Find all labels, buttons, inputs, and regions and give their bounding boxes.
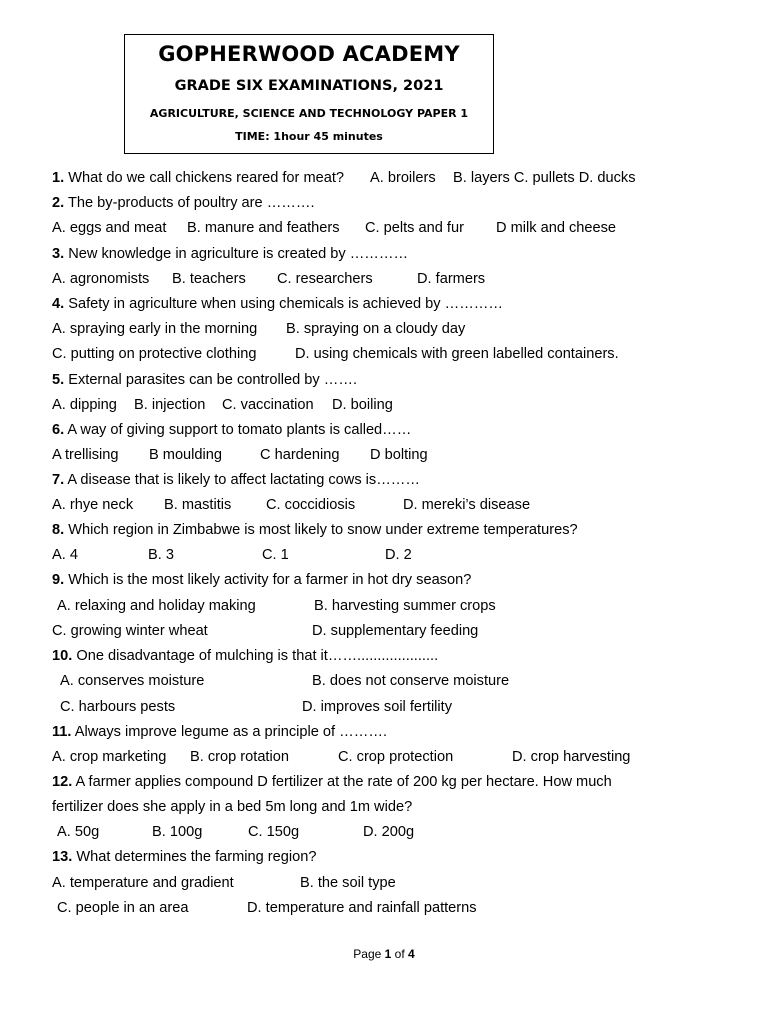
option: B. manure and feathers <box>187 220 340 236</box>
question-number: 4. <box>52 296 65 312</box>
options-row <box>52 445 732 465</box>
option: A. agronomists <box>52 271 150 287</box>
total-page-count: 4 <box>408 947 415 961</box>
question-text: New knowledge in agriculture is created by ………… <box>68 246 409 262</box>
page-word: Page <box>353 947 382 961</box>
question-number: 3. <box>52 246 65 262</box>
options-row <box>52 898 732 918</box>
options-row <box>52 747 732 767</box>
options-row <box>52 319 732 339</box>
option: B. 100g <box>152 824 203 840</box>
option: A. relaxing and holiday making <box>57 598 256 614</box>
option: B. teachers <box>172 271 246 287</box>
option: A. broilers <box>370 170 436 186</box>
options-row <box>52 395 732 415</box>
options-row <box>52 697 732 717</box>
question-text: External parasites can be controlled by ……. <box>68 372 358 388</box>
question-text: Which region in Zimbabwe is most likely to snow under extreme temperatures? <box>68 522 578 538</box>
question-text: One disadvantage of mulching is that it…….................... <box>76 648 439 664</box>
option: C. researchers <box>277 271 373 287</box>
school-name: GOPHERWOOD ACADEMY <box>158 42 460 66</box>
question-number: 10. <box>52 648 73 664</box>
option: D. farmers <box>417 271 486 287</box>
option: C. putting on protective clothing <box>52 346 257 362</box>
option: B moulding <box>149 447 223 463</box>
question-number: 9. <box>52 572 65 588</box>
question-text: A farmer applies compound D fertilizer at the rate of 200 kg per hectare. How much <box>75 774 612 790</box>
question-11 <box>52 722 387 742</box>
question-text: Safety in agriculture when using chemicals is achieved by ………… <box>68 296 503 312</box>
question-text-continued: fertilizer does she apply in a bed 5m long and 1m wide? <box>52 799 413 815</box>
option: B. injection <box>134 397 206 413</box>
option: A. 50g <box>57 824 100 840</box>
option: C. 1 <box>262 547 289 563</box>
options-row <box>52 873 732 893</box>
options-row <box>52 671 732 691</box>
question-text: A disease that is likely to affect lactating cows is……… <box>67 472 420 488</box>
option: A trellising <box>52 447 119 463</box>
question-12-continued <box>52 797 412 817</box>
exam-header-box <box>124 34 494 154</box>
option: B. harvesting summer crops <box>314 598 496 614</box>
option: C. growing winter wheat <box>52 623 208 639</box>
options-row <box>52 596 732 616</box>
paper-title: AGRICULTURE, SCIENCE AND TECHNOLOGY PAPER 1 <box>149 107 469 120</box>
question-1 <box>52 168 732 188</box>
question-text: A way of giving support to tomato plants is called…… <box>67 422 412 438</box>
question-13 <box>52 847 316 867</box>
question-7 <box>52 470 420 490</box>
question-number: 11. <box>52 724 72 740</box>
option: D. 2 <box>385 547 412 563</box>
options-row <box>52 822 732 842</box>
option: A. dipping <box>52 397 117 413</box>
question-text: Which is the most likely activity for a farmer in hot dry season? <box>68 572 472 588</box>
option: C. people in an area <box>57 900 189 916</box>
question-12 <box>52 772 612 792</box>
option: C. pelts and fur <box>365 220 464 236</box>
option: A. conserves moisture <box>60 673 205 689</box>
question-text: Always improve legume as a principle of ………. <box>74 724 387 740</box>
option: D. boiling <box>332 397 393 413</box>
option: D. mereki’s disease <box>403 497 531 513</box>
option: D. crop harvesting <box>512 749 631 765</box>
option: A. eggs and meat <box>52 220 167 236</box>
question-3 <box>52 244 408 264</box>
page-footer <box>0 947 768 961</box>
option: C. harbours pests <box>60 699 176 715</box>
question-5 <box>52 370 357 390</box>
options-row <box>52 545 732 565</box>
option: D milk and cheese <box>496 220 617 236</box>
question-text: What determines the farming region? <box>76 849 317 865</box>
option: D. temperature and rainfall patterns <box>247 900 477 916</box>
question-number: 2. <box>52 195 65 211</box>
option: C. vaccination <box>222 397 314 413</box>
question-number: 13. <box>52 849 73 865</box>
question-number: 7. <box>52 472 65 488</box>
option: B. layers C. pullets D. ducks <box>453 170 636 186</box>
current-page-number: 1 <box>384 947 392 961</box>
exam-time: TIME: 1hour 45 minutes <box>235 130 383 143</box>
option: D. supplementary feeding <box>312 623 479 639</box>
option: D. 200g <box>363 824 415 840</box>
option: B. 3 <box>148 547 174 563</box>
question-number: 5. <box>52 372 65 388</box>
question-10 <box>52 646 438 666</box>
options-row <box>52 495 732 515</box>
option: B. the soil type <box>300 875 396 891</box>
option: C. 150g <box>248 824 300 840</box>
question-number: 8. <box>52 522 65 538</box>
question-text: The by-products of poultry are ………. <box>67 195 315 211</box>
question-number: 12. <box>52 774 73 790</box>
question-number: 6. <box>52 422 65 438</box>
option: B. mastitis <box>164 497 232 513</box>
question-8 <box>52 520 578 540</box>
exam-title: GRADE SIX EXAMINATIONS, 2021 <box>174 78 444 94</box>
option: A. 4 <box>52 547 78 563</box>
options-row <box>52 344 732 364</box>
options-row <box>52 621 732 641</box>
question-2 <box>52 193 315 213</box>
of-word: of <box>394 947 405 961</box>
option: D bolting <box>370 447 428 463</box>
option: C. crop protection <box>338 749 454 765</box>
option: A. rhye neck <box>52 497 134 513</box>
option: A. crop marketing <box>52 749 167 765</box>
question-9 <box>52 570 471 590</box>
question-number: 1. <box>52 170 65 186</box>
option: A. spraying early in the morning <box>52 321 258 337</box>
option: D. using chemicals with green labelled containers. <box>295 346 619 362</box>
question-4 <box>52 294 503 314</box>
option: B. crop rotation <box>190 749 289 765</box>
question-text: What do we call chickens reared for meat? <box>68 170 345 186</box>
option: D. improves soil fertility <box>302 699 453 715</box>
question-6 <box>52 420 411 440</box>
option: A. temperature and gradient <box>52 875 234 891</box>
options-row <box>52 269 732 289</box>
option: C hardening <box>260 447 340 463</box>
option: B. spraying on a cloudy day <box>286 321 466 337</box>
option: C. coccidiosis <box>266 497 356 513</box>
option: B. does not conserve moisture <box>312 673 510 689</box>
options-row <box>52 218 732 238</box>
